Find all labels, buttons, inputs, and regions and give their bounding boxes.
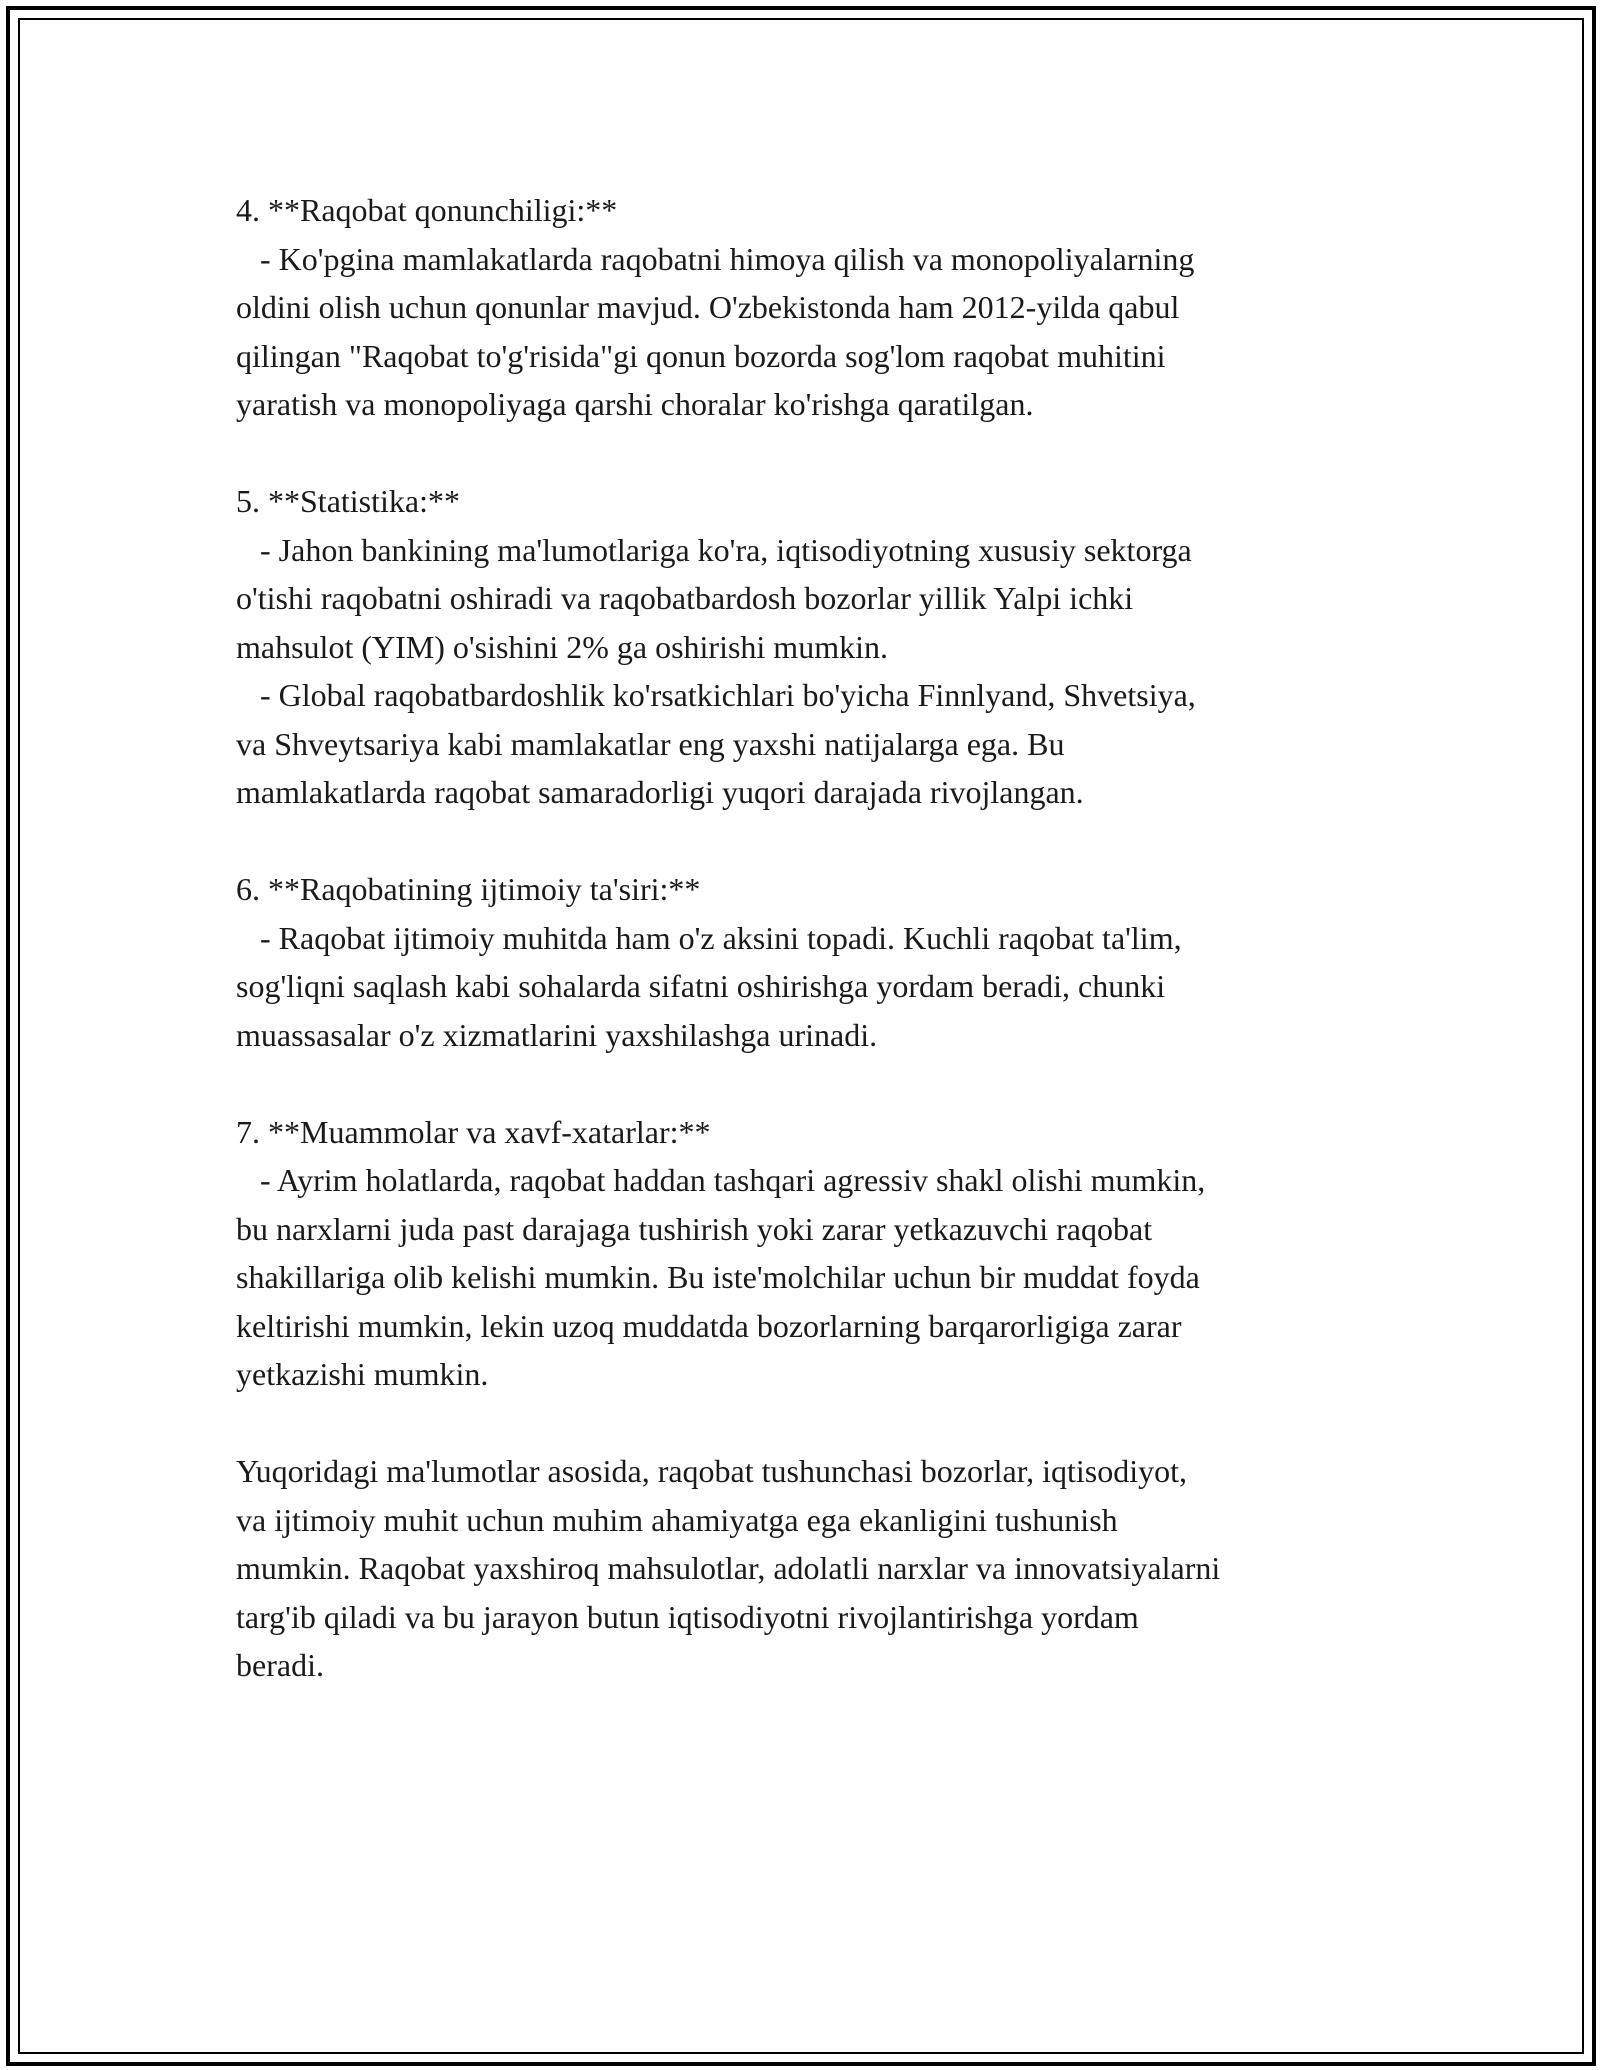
section-heading: 5. **Statistika:** — [236, 483, 460, 519]
text-line: mamlakatlarda raqobat samaradorligi yuqori darajada rivojlangan. — [236, 774, 1084, 810]
text-line: muassasalar o'z xizmatlarini yaxshilashga urinadi. — [236, 1016, 878, 1053]
section-competition-law — [236, 186, 1376, 429]
section-conclusion — [236, 1447, 1376, 1690]
text-line: o'tishi raqobatni oshiradi va raqobatbardosh bozorlar yillik Yalpi ichki — [236, 580, 1134, 616]
section-social-impact — [236, 865, 1376, 1059]
text-line: - Global raqobatbardoshlik ko'rsatkichlari bo'yicha Finnlyand, Shvetsiya, — [236, 677, 1196, 713]
text-line: yaratish va monopoliyaga qarshi choralar ko'rishga qaratilgan. — [236, 386, 1034, 422]
section-heading: 7. **Muammolar va xavf-xatarlar:** — [236, 1113, 711, 1150]
text-line: bu narxlarni juda past darajaga tushirish yoki zarar yetkazuvchi raqobat — [236, 1210, 1153, 1247]
section-heading: 6. **Raqobatining ijtimoiy ta'siri:** — [236, 871, 701, 907]
text-line: va ijtimoiy muhit uchun muhim ahamiyatga ega ekanligini tushunish — [236, 1501, 1118, 1538]
section-statistics — [236, 477, 1376, 817]
text-line: oldini olish uchun qonunlar mavjud. O'zbekistonda ham 2012-yilda qabul — [236, 289, 1180, 325]
text-line: beradi. — [236, 1647, 324, 1683]
text-line: targ'ib qiladi va bu jarayon butun iqtisodiyotni rivojlantirishga yordam — [236, 1598, 1139, 1635]
text-line: - Ayrim holatlarda, raqobat haddan tashqari agressiv shakl olishi mumkin, — [236, 1162, 1206, 1198]
text-line: mahsulot (YIM) o'sishini 2% ga oshirishi mumkin. — [236, 628, 888, 665]
text-line: - Ko'pgina mamlakatlarda raqobatni himoya qilish va monopoliyalarning — [236, 240, 1195, 277]
text-line: keltirishi mumkin, lekin uzoq muddatda bozorlarning barqarorligiga zarar — [236, 1307, 1182, 1344]
text-line: va Shveytsariya kabi mamlakatlar eng yaxshi natijalarga ega. Bu — [236, 725, 1065, 762]
text-line: - Jahon bankining ma'lumotlariga ko'ra, iqtisodiyotning xususiy sektorga — [236, 531, 1192, 568]
section-heading: 4. **Raqobat qonunchiligi:** — [236, 192, 618, 228]
text-line: Yuqoridagi ma'lumotlar asosida, raqobat tushunchasi bozorlar, iqtisodiyot, — [236, 1453, 1187, 1489]
text-line: mumkin. Raqobat yaxshiroq mahsulotlar, adolatli narxlar va innovatsiyalarni — [236, 1550, 1221, 1586]
text-line: qilingan "Raqobat to'g'risida"gi qonun bozorda sog'lom raqobat muhitini — [236, 337, 1166, 374]
section-problems-risks — [236, 1108, 1376, 1399]
text-line: sog'liqni saqlash kabi sohalarda sifatni oshirishga yordam beradi, chunki — [236, 968, 1166, 1004]
text-line: shakillariga olib kelishi mumkin. Bu iste'molchilar uchun bir muddat foyda — [236, 1259, 1200, 1295]
document-body — [236, 186, 1376, 1690]
text-line: - Raqobat ijtimoiy muhitda ham o'z aksini topadi. Kuchli raqobat ta'lim, — [236, 919, 1182, 956]
text-line: yetkazishi mumkin. — [236, 1356, 489, 1392]
